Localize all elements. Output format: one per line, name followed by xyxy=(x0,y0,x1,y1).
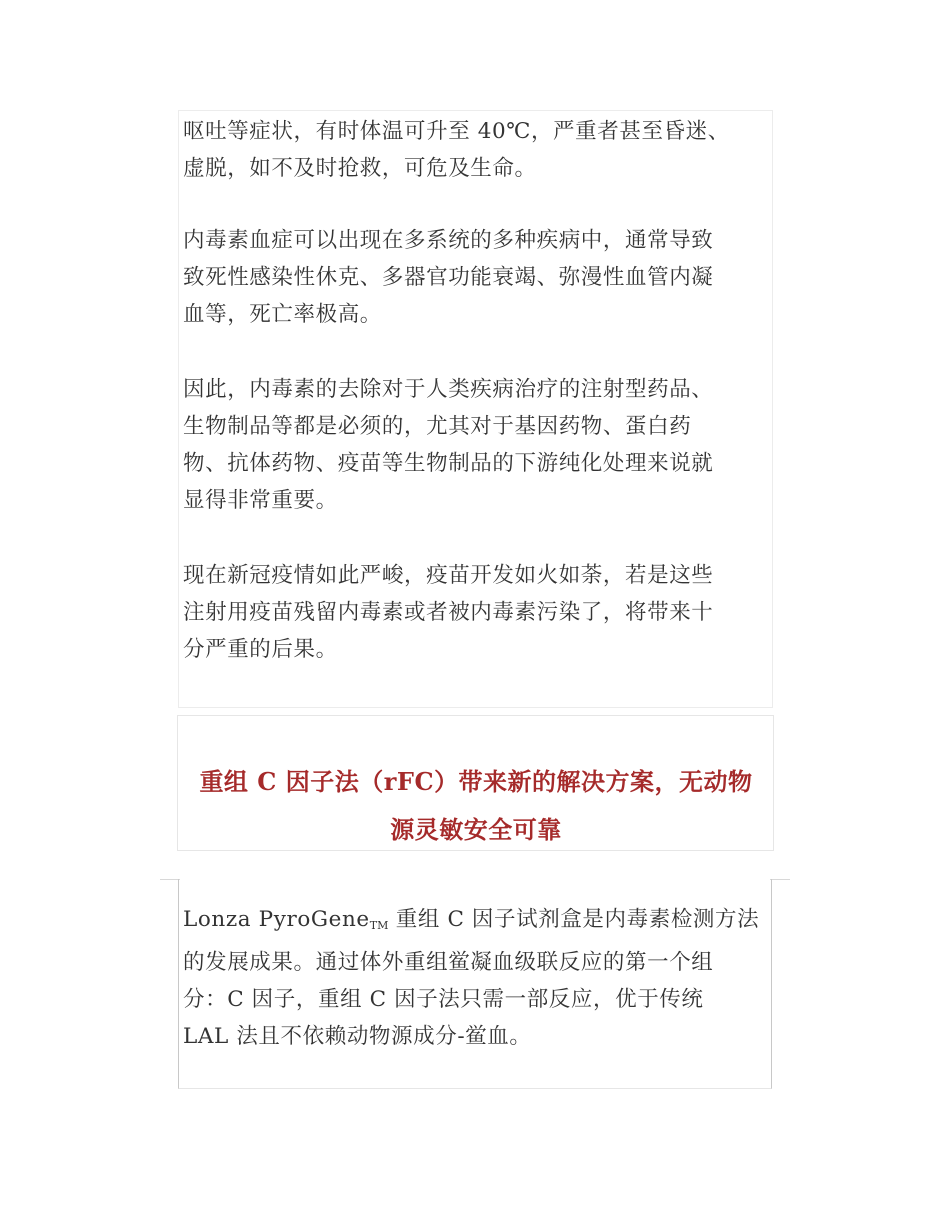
paragraph-lonza-pyrogene xyxy=(183,901,763,1055)
lonza-description: 重组 C 因子试剂盒是内毒素检测方法 的发展成果。通过体外重组鲎凝血级联反应的第一个组 分：C 因子，重组 C 因子法只需一部反应，优于传统 LAL 法且不依赖动物源成分-鲎血。 xyxy=(183,907,760,1049)
divider-right xyxy=(770,879,790,880)
paragraph-endotoxemia: 内毒素血症可以出现在多系统的多种疾病中，通常导致 致死性感染性休克、多器官功能衰竭、弥漫性血管内凝 血等，死亡率极高。 xyxy=(183,228,714,327)
heading-text-line2: 源灵敏安全可靠 xyxy=(390,815,562,844)
paragraph-covid-vaccine: 现在新冠疫情如此严峻，疫苗开发如火如荼，若是这些 注射用疫苗残留内毒素或者被内毒素污染了，将带来十 分严重的后果。 xyxy=(183,563,714,662)
divider-left xyxy=(160,879,180,880)
brand-name: Lonza PyroGene xyxy=(183,907,370,932)
trademark-mark: TM xyxy=(369,919,389,932)
heading-text-bold-c: C xyxy=(257,767,277,796)
heading-text-part3: ）带来新的解决方案，无动物 xyxy=(434,767,753,796)
heading-text-bold-rfc: rFC xyxy=(383,767,435,796)
heading-text-part2: 因子法（ xyxy=(276,767,384,796)
section-heading xyxy=(180,758,772,854)
paragraph-endotoxin-removal: 因此，内毒素的去除对于人类疾病治疗的注射型药品、 生物制品等都是必须的，尤其对于基因药物、蛋白药 物、抗体药物、疫苗等生物制品的下游纯化处理来说就 显得非常重要。 xyxy=(183,377,714,513)
heading-text-part1: 重组 xyxy=(199,767,258,796)
paragraph-symptoms: 呕吐等症状，有时体温可升至 40℃，严重者甚至昏迷、 虚脱，如不及时抢救，可危及生命。 xyxy=(183,119,730,181)
